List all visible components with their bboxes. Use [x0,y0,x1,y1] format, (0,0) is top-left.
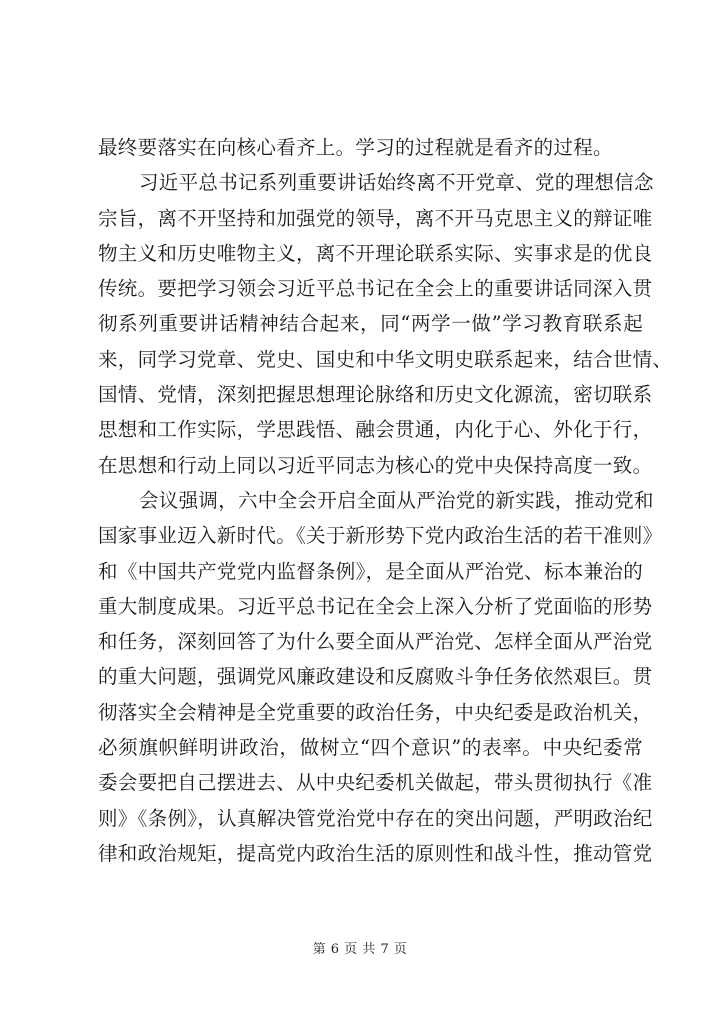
text-line: 会议强调，六中全会开启全面从严治党的新实践，推动党和 [139,488,654,512]
text-line: 来，同学习党章、党史、国史和中华文明史联系起来，结合世情、 [98,347,673,371]
text-line: 的重大问题，强调党风廉政建设和反腐败斗争任务依然艰巨。贯 [98,665,653,689]
page-footer: 第 6 页 共 7 页 [312,942,408,957]
text-line: 彻落实全会精神是全党重要的政治任务，中央纪委是政治机关， [98,700,653,724]
text-line: 必须旗帜鲜明讲政治，做树立“四个意识”的表率。中央纪委常 [98,736,643,760]
text-line: 彻系列重要讲话精神结合起来，同“两学一做”学习教育联系起 [98,312,643,336]
text-line: 律和政治规矩，提高党内政治生活的原则性和战斗性，推动管党 [98,841,653,865]
text-line: 则》《条例》，认真解决管党治党中存在的突出问题，严明政治纪 [98,806,653,830]
text-line: 和任务，深刻回答了为什么要全面从严治党、怎样全面从严治党 [98,630,653,654]
text-line: 最终要落实在向核心看齐上。学习的过程就是看齐的过程。 [98,136,613,159]
text-line: 习近平总书记系列重要讲话始终离不开党章、党的理想信念 [139,171,654,195]
text-line: 传统。要把学习领会习近平总书记在全会上的重要讲话同深入贯 [98,277,653,301]
text-line: 委会要把自己摆进去、从中央纪委机关做起，带头贯彻执行《准 [98,771,653,795]
text-line: 宗旨，离不开坚持和加强党的领导，离不开马克思主义的辩证唯 [98,206,653,230]
text-line: 在思想和行动上同以习近平同志为核心的党中央保持高度一致。 [98,453,653,477]
body-text [98,130,673,871]
text-line: 重大制度成果。习近平总书记在全会上深入分析了党面临的形势 [98,594,653,618]
text-line: 和《中国共产党党内监督条例》，是全面从严治党、标本兼治的 [98,559,643,583]
text-line: 思想和工作实际，学思践悟、融会贯通，内化于心、外化于行， [98,418,653,442]
text-line: 物主义和历史唯物主义，离不开理论联系实际、实事求是的优良 [98,241,653,265]
text-line: 国家事业迈入新时代。《关于新形势下党内政治生活的若干准则》 [98,524,663,548]
text-line: 国情、党情，深刻把握思想理论脉络和历史文化源流，密切联系 [98,383,653,407]
